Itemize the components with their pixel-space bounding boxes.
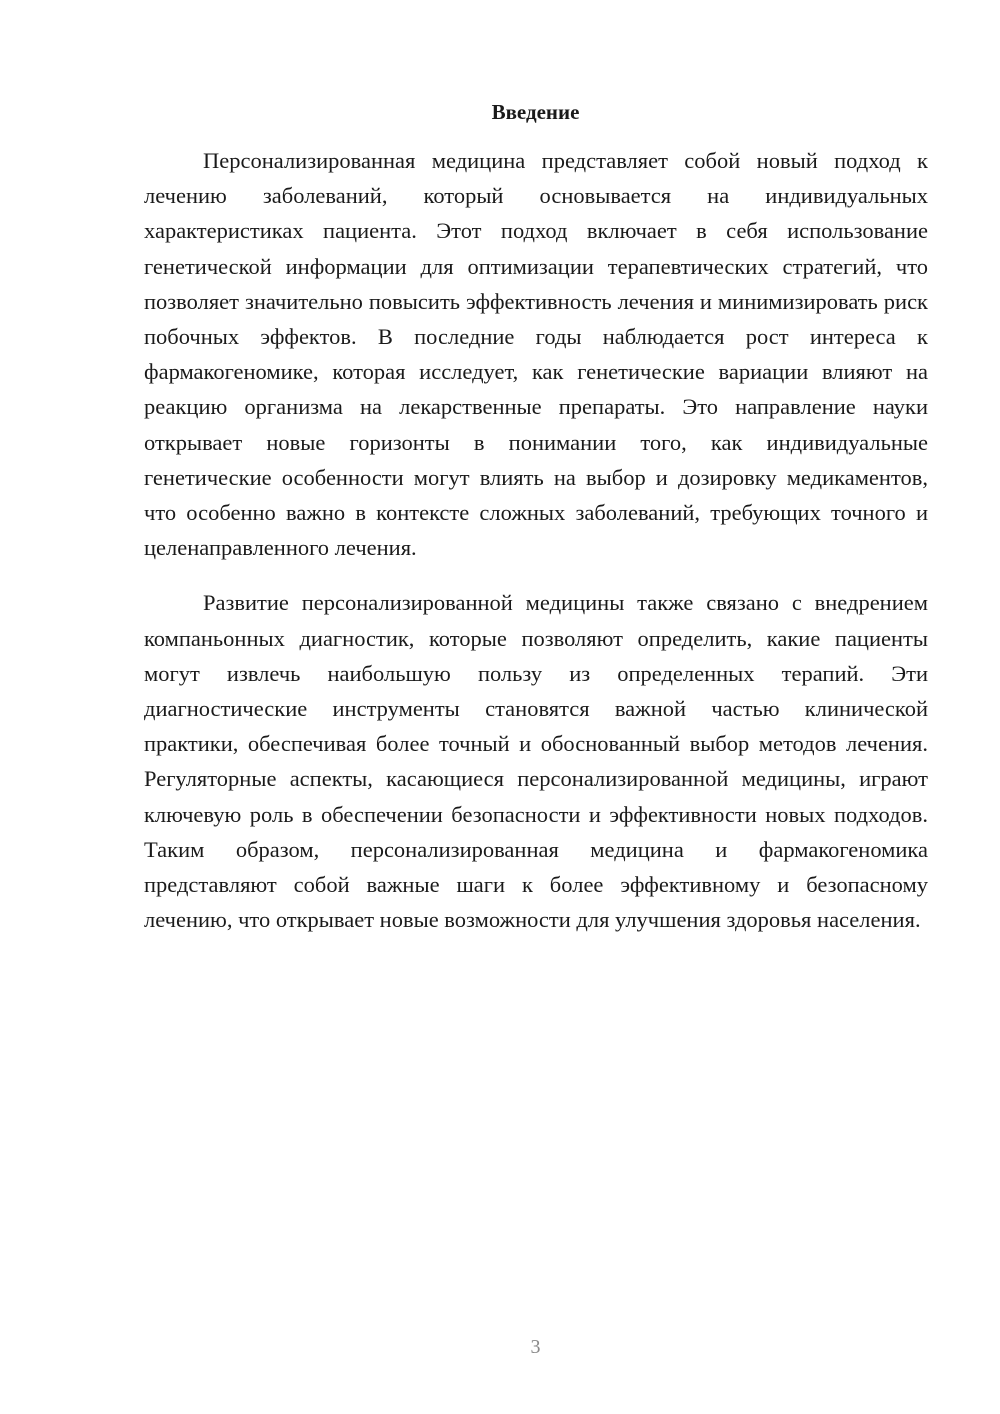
body-text (144, 143, 928, 937)
page-number: 3 (530, 1336, 541, 1358)
section-heading: Введение (491, 100, 580, 124)
paragraph-2: Развитие персонализированной медицины также связано с внедрением компаньонных диагностик, которые позволяют определить, какие пациенты могут извлечь наибольшую пользу из определенных терапий. Эти диагностические инструменты становятся важной частью клинической практики, обеспечивая более точный и обоснованный выбор методов лечения. Регуляторные аспекты, касающиеся персонализированной медицины, играют ключевую роль в обеспечении безопасности и эффективности новых подходов. Таким образом, персонализированная медицина и фармакогеномика представляют собой важные шаги к более эффективному и безопасному лечению, что открывает новые возможности для улучшения здоровья населения. (144, 590, 928, 933)
paragraph-1: Персонализированная медицина представляет собой новый подход к лечению заболеваний, который основывается на индивидуальных характеристиках пациента. Этот подход включает в себя использование генетической информации для оптимизации терапевтических стратегий, что позволяет значительно повысить эффективность лечения и минимизировать риск побочных эффектов. В последние годы наблюдается рост интереса к фармакогеномике, которая исследует, как генетические вариации влияют на реакцию организма на лекарственные препараты. Это направление науки открывает новые горизонты в понимании того, как индивидуальные генетические особенности могут влиять на выбор и дозировку медикаментов, что особенно важно в контексте сложных заболеваний, требующих точного и целенаправленного лечения. (144, 148, 928, 561)
